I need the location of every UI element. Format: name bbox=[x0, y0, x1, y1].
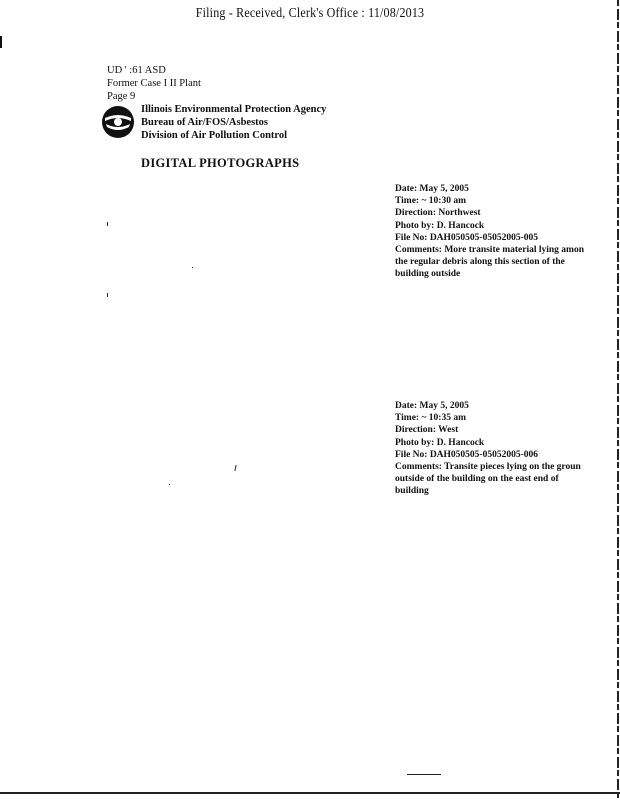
scan-edge-right bbox=[617, 0, 619, 800]
scan-speck bbox=[107, 293, 108, 297]
photo-2-direction: Direction: West bbox=[395, 425, 459, 436]
photo-2-file-no: File No: DAH050505-05052005-006 bbox=[395, 449, 539, 460]
scan-edge-bottom bbox=[0, 792, 620, 794]
photo-1-direction: Direction: Northwest bbox=[395, 208, 481, 219]
photo-2-time: Time: ~ 10:35 am bbox=[395, 413, 466, 424]
agency-block bbox=[141, 103, 326, 142]
photo-caption-2 bbox=[395, 400, 617, 498]
photo-caption-1 bbox=[395, 183, 617, 281]
photo-2-photographer: Photo by: D. Hancock bbox=[395, 437, 485, 448]
agency-division: Division of Air Pollution Control bbox=[141, 130, 288, 141]
agency-bureau: Bureau of Air/FOS/Asbestos bbox=[141, 117, 268, 128]
photo-2-comment-line: building bbox=[395, 486, 429, 497]
photo-1-comment-line: Comments: More transite material lying amon bbox=[395, 245, 584, 256]
photo-1-comment-line: building outside bbox=[395, 269, 461, 280]
scan-speck bbox=[234, 465, 236, 471]
photo-1-file-no: File No: DAH050505-05052005-005 bbox=[395, 232, 539, 243]
agency-name: Illinois Environmental Protection Agency bbox=[141, 104, 327, 115]
photo-1-time: Time: ~ 10:30 am bbox=[395, 196, 466, 207]
photo-2-comment-line: Comments: Transite pieces lying on the groun bbox=[395, 462, 581, 473]
illinois-epa-seal-icon bbox=[101, 105, 135, 139]
photo-1-comment-line: the regular debris along this section of the bbox=[395, 257, 565, 268]
photo-2-comment-line: outside of the building on the east end of bbox=[395, 474, 559, 485]
header-page-number: Page 9 bbox=[107, 91, 136, 102]
scan-edge-left bbox=[0, 36, 2, 48]
scan-speck bbox=[169, 484, 170, 485]
header-site-name: Former Case I II Plant bbox=[107, 78, 201, 89]
photo-1-date: Date: May 5, 2005 bbox=[395, 184, 469, 194]
scan-speck bbox=[107, 222, 108, 226]
footer-rule bbox=[407, 774, 441, 775]
photo-2-date: Date: May 5, 2005 bbox=[395, 401, 469, 411]
page-title: DIGITAL PHOTOGRAPHS bbox=[141, 156, 300, 170]
header-case-id: UD ' :61 ASD bbox=[107, 65, 166, 76]
photo-1-photographer: Photo by: D. Hancock bbox=[395, 220, 485, 231]
scan-speck bbox=[192, 267, 193, 268]
filing-stamp: Filing - Received, Clerk's Office : 11/08/2013 bbox=[195, 6, 425, 21]
